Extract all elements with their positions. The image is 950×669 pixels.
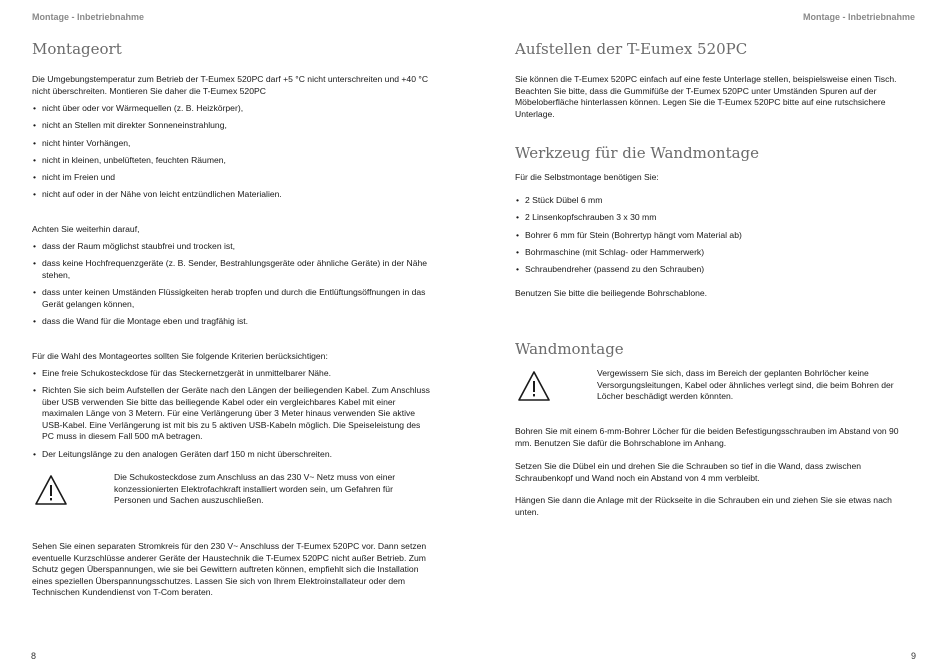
list-item-text: dass keine Hochfrequenzgeräte (z. B. Sender, Bestrahlungsgeräte oder ähnliche Geräte) in der Nähe stehen, <box>42 258 428 280</box>
setup-paragraph: Sie können die T-Eumex 520PC einfach auf eine feste Unterlage stellen, beispielsweise einen Tisch. Beachten Sie bitte, dass die Gummifüße der T-Eumex 520PC unter Umständen Spuren auf der Möbeloberfläche hinterlassen können. Legen Sie die T-Eumex 520PC bitte auf eine rutschsichere Unterlage. <box>515 74 897 119</box>
list-item-text: Eine freie Schukosteckdose für das Steckernetzgerät in unmittelbarer Nähe. <box>42 368 331 378</box>
list-item <box>32 258 432 281</box>
warning-icon <box>34 474 68 506</box>
list-item-text: 2 Linsenkopfschrauben 3 x 30 mm <box>525 212 657 223</box>
left-page-number: 8 <box>31 651 37 661</box>
list-item <box>32 103 432 115</box>
list-item <box>515 264 915 276</box>
bullet-icon: • <box>33 103 37 113</box>
list-item-text: Richten Sie sich beim Aufstellen der Geräte nach den Längen der beiliegenden Kabel. Zum Anschluss über USB verwenden Sie bitte das beiliegende Kabel oder ein vergleichbares Kabel mit einer maximalen Länge von 3 Metern. Für eine Verlängerung über 3 Meter hinaus verwenden Sie aktive USB-Kabel. Eine Verlängerung ist mit bis zu 5 aktiven USB-Kabeln möglich. Die Speiseleistung des PC muss in diesem Fall 500 mA betragen. <box>42 385 430 442</box>
bullet-icon: • <box>516 212 520 223</box>
tools-list <box>515 195 915 281</box>
list-item <box>32 155 432 167</box>
tools-intro: Für die Selbstmontage benötigen Sie: <box>515 172 659 182</box>
list-item-text: nicht hinter Vorhängen, <box>42 137 131 148</box>
list-item <box>32 120 432 132</box>
list-item <box>515 247 915 259</box>
bullet-icon: • <box>33 137 37 148</box>
bullet-icon: • <box>33 241 37 251</box>
bullet-icon: • <box>33 385 37 396</box>
bullet-icon: • <box>516 195 520 205</box>
tools-section-title: Werkzeug für die Wandmontage <box>515 144 760 162</box>
criteria-intro: Für die Wahl des Montageortes sollten Sie folgende Kriterien berücksichtigen: <box>32 351 328 361</box>
bullet-icon: • <box>33 120 37 131</box>
warning-icon <box>517 370 551 402</box>
left-warning-text: Die Schukosteckdose zum Anschluss an das 230 V~ Netz muss von einer konzessionierten Elektrofachkraft installiert worden sein, um Gefahren für Personen und Sachen auszuschließen. <box>114 472 396 505</box>
bullet-icon: • <box>516 246 520 257</box>
wall-mount-section-title: Wandmontage <box>515 340 624 358</box>
left-intro-paragraph: Die Umgebungstemperatur zum Betrieb der T-Eumex 520PC darf +5 °C nicht unterschreiten und +40 °C nicht überschreiten. Montieren Sie daher die T-Eumex 520PC <box>32 74 429 96</box>
list-item-text: nicht an Stellen mit direkter Sonneneinstrahlung, <box>42 120 227 131</box>
list-item <box>32 189 432 201</box>
criteria-list <box>32 368 432 466</box>
right-page-number: 9 <box>910 651 916 661</box>
list-item-text: Bohrer 6 mm für Stein (Bohrertyp hängt vom Material ab) <box>525 229 742 240</box>
list-item <box>32 368 432 380</box>
left-section-title: Montageort <box>32 40 122 58</box>
list-item-text: Schraubendreher (passend zu den Schrauben) <box>525 264 705 275</box>
bullet-icon: • <box>33 287 37 298</box>
tools-outro: Benutzen Sie bitte die beiliegende Bohrschablone. <box>515 288 708 298</box>
list-item-text: dass der Raum möglichst staubfrei und trocken ist, <box>42 241 235 251</box>
list-item-text: Bohrmaschine (mit Schlag- oder Hammerwerk) <box>525 246 705 257</box>
list-item <box>515 230 915 242</box>
mount-step-3: Hängen Sie dann die Anlage mit der Rückseite in die Schrauben ein und ziehen Sie sie etwas nach unten. <box>515 495 892 517</box>
bullet-icon: • <box>33 172 37 183</box>
list-item <box>32 241 432 253</box>
bullet-icon: • <box>33 448 37 459</box>
left-running-header: Montage - Inbetriebnahme <box>32 12 145 22</box>
bullet-icon: • <box>33 315 37 326</box>
list-item <box>32 316 432 328</box>
list-item-text: nicht in kleinen, unbelüfteten, feuchten Räumen, <box>42 154 226 165</box>
mount-step-2: Setzen Sie die Dübel ein und drehen Sie die Schrauben so tief in die Wand, dass zwischen Schraubenkopf und Wand noch ein Abstand von 4 mm verbleibt. <box>515 461 862 483</box>
list-item-text: dass die Wand für die Montage eben und tragfähig ist. <box>42 315 249 326</box>
right-warning-text: Vergewissern Sie sich, dass im Bereich der geplanten Bohrlöcher keine Versorgungsleitungen, Kabel oder ähnliches verlegt sind, die beim Bohren der Löcher beschädigt werden könnten. <box>597 368 894 401</box>
placement-restrictions-list <box>32 103 432 207</box>
room-conditions-list <box>32 241 432 333</box>
left-closing-paragraph: Sehen Sie einen separaten Stromkreis für den 230 V~ Anschluss der T-Eumex 520PC vor. Dann setzen eventuelle Kurzschlüsse anderer Geräte der Haustechnik die T-Eumex 520PC nicht außer Betrieb. Zum Schutz gegen Überspannungen, wie sie bei Gewittern auftreten können, empfiehlt sich die Installation eines speziellen Überspannungsschutzes. Lassen Sie sich von Ihrem Elektroinstallateur oder dem Technischen Kundendienst von T-Com beraten. <box>32 541 427 597</box>
list-item-text: 2 Stück Dübel 6 mm <box>525 195 603 205</box>
list-item <box>32 138 432 150</box>
note-intro: Achten Sie weiterhin darauf, <box>32 224 140 234</box>
list-item <box>32 449 432 461</box>
list-item-text: nicht auf oder in der Nähe von leicht entzündlichen Materialien. <box>42 189 282 200</box>
right-running-header: Montage - Inbetriebnahme <box>802 12 915 22</box>
mount-step-1: Bohren Sie mit einem 6-mm-Bohrer Löcher für die beiden Befestigungsschrauben im Abstand von 90 mm. Benutzen Sie dafür die Bohrschablone im Anhang. <box>515 426 899 448</box>
bullet-icon: • <box>33 258 37 269</box>
list-item-text: nicht im Freien und <box>42 172 116 183</box>
list-item <box>515 195 915 207</box>
list-item <box>32 385 432 443</box>
bullet-icon: • <box>33 189 37 200</box>
list-item <box>32 287 432 310</box>
bullet-icon: • <box>33 368 37 378</box>
list-item <box>32 172 432 184</box>
bullet-icon: • <box>33 154 37 165</box>
bullet-icon: • <box>516 229 520 240</box>
setup-section-title: Aufstellen der T-Eumex 520PC <box>515 40 748 58</box>
list-item-text: dass unter keinen Umständen Flüssigkeiten herab tropfen und durch die Entlüftungsöffnungen in das Gerät gelangen können, <box>42 287 426 309</box>
list-item-text: Der Leitungslänge zu den analogen Geräten darf 150 m nicht überschreiten. <box>42 448 332 459</box>
bullet-icon: • <box>516 264 520 275</box>
list-item <box>515 212 915 224</box>
list-item-text: nicht über oder vor Wärmequellen (z. B. Heizkörper), <box>42 103 244 113</box>
